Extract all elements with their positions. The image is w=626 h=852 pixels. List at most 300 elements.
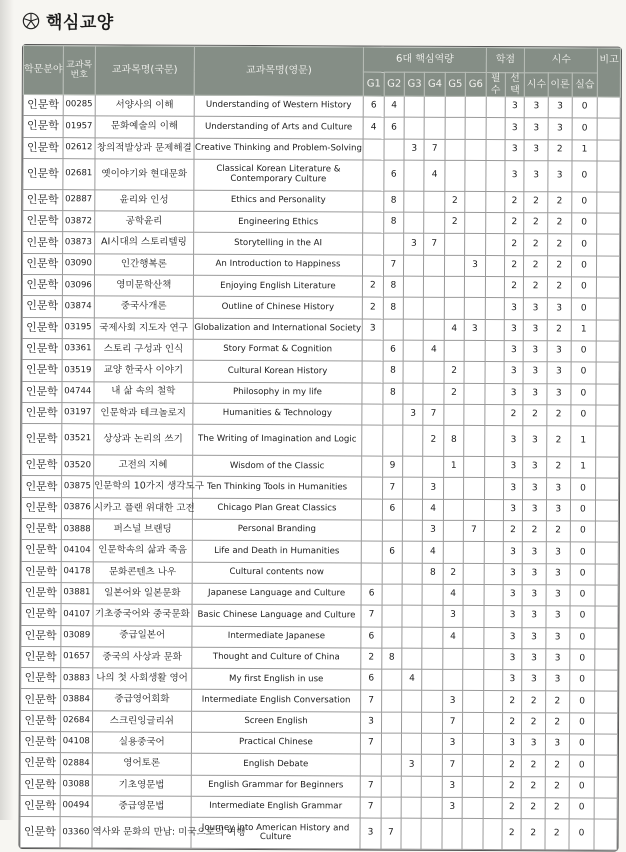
g5-cell bbox=[443, 478, 463, 499]
table-row bbox=[21, 625, 618, 649]
g5-cell: 3 bbox=[442, 691, 462, 712]
g4-cell bbox=[425, 118, 445, 139]
g2-cell: 6 bbox=[382, 499, 402, 520]
field-cell: 인문학 bbox=[21, 604, 61, 625]
g6-cell bbox=[464, 383, 485, 404]
g1-cell bbox=[363, 139, 383, 160]
hours-cell: 2 bbox=[524, 277, 548, 298]
elective-credit-cell: 3 bbox=[505, 139, 524, 160]
g3-cell: 4 bbox=[402, 669, 422, 690]
field-cell: 인문학 bbox=[22, 455, 62, 476]
theory-cell: 2 bbox=[547, 405, 571, 426]
course-name-en-cell: Practical Chinese bbox=[191, 732, 361, 754]
hours-cell: 2 bbox=[524, 192, 548, 213]
g6-cell bbox=[462, 819, 483, 850]
elective-credit-cell: 3 bbox=[503, 563, 522, 584]
course-name-en-cell: Engineering Ethics bbox=[193, 211, 363, 233]
table-header-row bbox=[23, 46, 620, 74]
g3-cell bbox=[403, 361, 423, 382]
table-row bbox=[23, 189, 620, 213]
elective-credit-cell: 2 bbox=[505, 234, 524, 255]
g4-cell: 7 bbox=[424, 234, 444, 255]
table-row bbox=[22, 296, 619, 320]
theory-cell: 3 bbox=[547, 298, 571, 319]
field-cell: 인문학 bbox=[23, 137, 63, 158]
g5-cell bbox=[443, 669, 463, 690]
table-row bbox=[23, 211, 620, 235]
g2-cell bbox=[383, 319, 403, 340]
g6-cell bbox=[465, 277, 486, 298]
elective-credit-cell: 2 bbox=[505, 213, 524, 234]
g3-cell bbox=[404, 117, 424, 138]
practice-cell: 0 bbox=[570, 542, 596, 563]
hours-cell: 3 bbox=[524, 139, 548, 160]
required-credit-cell bbox=[484, 457, 503, 478]
g4-cell bbox=[425, 96, 445, 117]
table-row bbox=[21, 689, 618, 713]
g1-cell: 7 bbox=[360, 776, 380, 797]
course-name-en-cell: Journey into American History and Culture bbox=[191, 817, 361, 849]
g4-cell bbox=[422, 605, 442, 626]
remarks-cell bbox=[596, 500, 619, 521]
practice-cell: 0 bbox=[570, 500, 596, 521]
remarks-cell bbox=[597, 277, 620, 298]
col-g6: G6 bbox=[466, 72, 487, 96]
practice-cell: 0 bbox=[569, 713, 595, 734]
course-name-ko-cell: 일본어와 일본문화 bbox=[93, 583, 192, 605]
code-cell: 03088 bbox=[60, 774, 92, 795]
remarks-cell bbox=[596, 478, 619, 499]
hours-cell: 2 bbox=[523, 521, 547, 542]
remarks-cell bbox=[594, 798, 617, 819]
g5-cell: 4 bbox=[443, 584, 463, 605]
theory-cell: 2 bbox=[545, 819, 569, 850]
remarks-cell bbox=[597, 298, 620, 319]
required-credit-cell bbox=[483, 734, 502, 755]
col-competency-group: 6대 핵심역량 bbox=[364, 47, 487, 73]
remarks-cell bbox=[596, 362, 619, 383]
g1-cell: 6 bbox=[361, 669, 381, 690]
g6-cell: 3 bbox=[464, 319, 485, 340]
g2-cell bbox=[381, 733, 401, 754]
g1-cell: 7 bbox=[361, 605, 381, 626]
code-cell: 04744 bbox=[62, 381, 94, 402]
g6-cell bbox=[465, 96, 486, 117]
table-row bbox=[21, 561, 618, 585]
hours-cell: 2 bbox=[524, 255, 548, 276]
g3-cell bbox=[402, 648, 422, 669]
course-name-ko-cell: 공학윤리 bbox=[95, 211, 194, 233]
remarks-cell bbox=[594, 819, 617, 850]
hours-cell: 2 bbox=[522, 691, 546, 712]
practice-cell: 0 bbox=[569, 649, 595, 670]
g3-cell: 3 bbox=[404, 234, 424, 255]
elective-credit-cell: 3 bbox=[504, 383, 523, 404]
g5-cell bbox=[443, 648, 463, 669]
theory-cell: 3 bbox=[547, 362, 571, 383]
course-name-en-cell: Intermediate Japanese bbox=[192, 626, 362, 648]
g6-cell bbox=[463, 584, 484, 605]
course-name-ko-cell: 기초중국어와 중국문화 bbox=[93, 604, 192, 626]
elective-credit-cell: 3 bbox=[505, 97, 524, 118]
g4-cell bbox=[422, 669, 442, 690]
elective-credit-cell: 3 bbox=[504, 478, 523, 499]
table-row bbox=[22, 317, 619, 341]
col-g4: G4 bbox=[425, 72, 445, 96]
g3-cell bbox=[403, 425, 424, 456]
g1-cell: 6 bbox=[361, 584, 381, 605]
g1-cell bbox=[362, 383, 382, 404]
table-row bbox=[21, 668, 618, 692]
elective-credit-cell: 2 bbox=[503, 691, 522, 712]
theory-cell: 2 bbox=[548, 192, 572, 213]
page-binding-shadow bbox=[0, 0, 14, 820]
g4-cell bbox=[423, 362, 443, 383]
remarks-cell bbox=[595, 628, 618, 649]
g4-cell: 4 bbox=[423, 542, 443, 563]
practice-cell: 1 bbox=[570, 426, 596, 457]
hours-cell: 3 bbox=[522, 563, 546, 584]
code-cell: 03096 bbox=[62, 275, 94, 296]
theory-cell: 3 bbox=[546, 649, 570, 670]
g3-cell bbox=[401, 733, 421, 754]
section-title bbox=[22, 8, 114, 33]
remarks-cell bbox=[597, 118, 620, 139]
field-cell: 인문학 bbox=[22, 476, 62, 497]
g2-cell bbox=[383, 404, 403, 425]
code-cell: 03888 bbox=[61, 519, 93, 540]
required-credit-cell bbox=[486, 139, 505, 160]
required-credit-cell bbox=[483, 797, 502, 818]
code-cell: 04104 bbox=[61, 540, 93, 561]
g3-cell bbox=[403, 298, 423, 319]
theory-cell: 2 bbox=[546, 521, 570, 542]
hours-cell: 3 bbox=[523, 341, 547, 362]
required-credit-cell bbox=[486, 160, 505, 191]
g4-cell bbox=[424, 212, 444, 233]
g4-cell: 2 bbox=[423, 425, 444, 456]
required-credit-cell bbox=[485, 383, 504, 404]
code-cell: 03884 bbox=[60, 689, 92, 710]
course-name-en-cell: English Debate bbox=[191, 754, 361, 776]
required-credit-cell bbox=[483, 670, 502, 691]
g5-cell: 7 bbox=[442, 712, 462, 733]
field-cell: 인문학 bbox=[21, 582, 61, 603]
course-name-ko-cell: 역사와 문화의 만남: 미국으로의 여행 bbox=[92, 817, 191, 848]
field-cell: 인문학 bbox=[21, 689, 61, 710]
g4-cell bbox=[424, 276, 444, 297]
g4-cell bbox=[423, 456, 443, 477]
section-title-text: 핵심교양 bbox=[46, 13, 114, 33]
required-credit-cell bbox=[483, 648, 502, 669]
remarks-cell bbox=[596, 521, 619, 542]
g3-cell bbox=[404, 212, 424, 233]
field-cell: 인문학 bbox=[21, 540, 61, 561]
g1-cell bbox=[362, 404, 382, 425]
col-credit-group: 학점 bbox=[486, 48, 525, 73]
code-cell: 02887 bbox=[62, 190, 94, 211]
g3-cell: 3 bbox=[404, 139, 424, 160]
g2-cell: 8 bbox=[381, 648, 401, 669]
g6-cell bbox=[464, 499, 485, 520]
hours-cell: 3 bbox=[523, 542, 547, 563]
remarks-cell bbox=[597, 320, 620, 341]
remarks-cell bbox=[595, 691, 618, 712]
course-name-ko-cell: 시카고 플랜 위대한 고전 bbox=[93, 498, 192, 520]
theory-cell: 2 bbox=[547, 319, 571, 340]
course-name-ko-cell: 문화콘텐츠 나우 bbox=[93, 561, 192, 583]
practice-cell: 1 bbox=[572, 139, 598, 160]
g3-cell bbox=[401, 818, 422, 849]
elective-credit-cell: 3 bbox=[504, 341, 523, 362]
course-name-en-cell: The Writing of Imagination and Logic bbox=[192, 424, 362, 456]
field-cell: 인문학 bbox=[22, 253, 62, 274]
course-name-ko-cell: 영미문학산책 bbox=[94, 275, 193, 297]
elective-credit-cell: 2 bbox=[505, 191, 524, 212]
g4-cell: 4 bbox=[424, 160, 445, 191]
col-elective: 선택 bbox=[505, 73, 524, 97]
g5-cell bbox=[442, 819, 463, 850]
required-credit-cell bbox=[484, 542, 503, 563]
table-row bbox=[22, 253, 619, 277]
code-cell: 04107 bbox=[61, 604, 93, 625]
practice-cell: 0 bbox=[569, 670, 595, 691]
required-credit-cell bbox=[484, 627, 503, 648]
theory-cell: 2 bbox=[545, 713, 569, 734]
g4-cell bbox=[422, 627, 442, 648]
required-credit-cell bbox=[485, 277, 504, 298]
theory-cell: 3 bbox=[545, 734, 569, 755]
theory-cell: 3 bbox=[546, 563, 570, 584]
g6-cell bbox=[463, 563, 484, 584]
g6-cell bbox=[465, 160, 486, 191]
practice-cell: 0 bbox=[571, 362, 597, 383]
remarks-cell bbox=[596, 405, 619, 426]
pentagon-star-icon bbox=[22, 12, 40, 30]
remarks-cell bbox=[597, 234, 620, 255]
required-credit-cell bbox=[484, 606, 503, 627]
elective-credit-cell: 3 bbox=[504, 426, 523, 457]
course-name-ko-cell: AI시대의 스토리텔링 bbox=[95, 232, 194, 254]
g2-cell: 4 bbox=[384, 96, 404, 117]
col-remarks: 비고 bbox=[598, 48, 621, 97]
remarks-cell bbox=[595, 777, 618, 798]
g4-cell: 3 bbox=[423, 520, 443, 541]
field-cell: 인문학 bbox=[20, 774, 60, 795]
g2-cell: 8 bbox=[383, 297, 403, 318]
code-cell: 02681 bbox=[63, 159, 95, 190]
g3-cell bbox=[401, 797, 421, 818]
g3-cell: 3 bbox=[401, 754, 421, 775]
elective-credit-cell: 2 bbox=[504, 255, 523, 276]
field-cell: 인문학 bbox=[22, 402, 62, 423]
course-name-ko-cell: 퍼스널 브랜딩 bbox=[93, 519, 192, 541]
g4-cell bbox=[424, 191, 444, 212]
hours-cell: 3 bbox=[522, 627, 546, 648]
theory-cell: 2 bbox=[547, 256, 571, 277]
course-name-en-cell: My first English in use bbox=[191, 668, 361, 690]
g2-cell bbox=[381, 754, 401, 775]
remarks-cell bbox=[595, 649, 618, 670]
course-name-ko-cell: 윤리와 인성 bbox=[95, 190, 194, 212]
g6-cell bbox=[464, 404, 485, 425]
hours-cell: 3 bbox=[524, 118, 548, 139]
required-credit-cell bbox=[485, 319, 504, 340]
code-cell: 01657 bbox=[60, 647, 92, 668]
g5-cell bbox=[443, 520, 463, 541]
practice-cell: 0 bbox=[569, 734, 595, 755]
g1-cell bbox=[362, 456, 382, 477]
table-row bbox=[22, 402, 619, 426]
g1-cell: 6 bbox=[363, 96, 383, 117]
code-cell: 03089 bbox=[61, 625, 93, 646]
table-row bbox=[22, 360, 619, 384]
g4-cell: 4 bbox=[423, 499, 443, 520]
required-credit-cell bbox=[483, 712, 502, 733]
g5-cell: 2 bbox=[443, 563, 463, 584]
g4-cell bbox=[424, 298, 444, 319]
theory-cell: 2 bbox=[546, 691, 570, 712]
g6-cell bbox=[462, 776, 483, 797]
remarks-cell bbox=[597, 161, 620, 192]
remarks-cell bbox=[595, 670, 618, 691]
course-name-ko-cell: 인문학속의 삶과 죽음 bbox=[93, 540, 192, 562]
theory-cell: 3 bbox=[546, 606, 570, 627]
practice-cell: 0 bbox=[569, 819, 595, 850]
g2-cell: 8 bbox=[383, 276, 403, 297]
theory-cell: 3 bbox=[547, 341, 571, 362]
course-name-ko-cell: 서양사의 이해 bbox=[95, 95, 194, 117]
table-row bbox=[21, 646, 618, 670]
g5-cell bbox=[445, 96, 465, 117]
practice-cell: 0 bbox=[570, 478, 596, 499]
code-cell: 01957 bbox=[63, 116, 95, 137]
course-name-en-cell: Storytelling in the AI bbox=[193, 233, 363, 255]
g1-cell bbox=[362, 425, 383, 456]
g2-cell: 6 bbox=[383, 340, 403, 361]
curriculum-table bbox=[19, 45, 620, 851]
code-cell: 03876 bbox=[61, 497, 93, 518]
hours-cell: 3 bbox=[523, 457, 547, 478]
g2-cell bbox=[382, 584, 402, 605]
required-credit-cell bbox=[484, 426, 503, 457]
practice-cell: 0 bbox=[570, 585, 596, 606]
g6-cell bbox=[464, 340, 485, 361]
g4-cell bbox=[422, 712, 442, 733]
remarks-cell bbox=[597, 256, 620, 277]
elective-credit-cell: 2 bbox=[504, 277, 523, 298]
elective-credit-cell: 3 bbox=[503, 542, 522, 563]
hours-cell: 2 bbox=[522, 776, 546, 797]
col-hours-group: 시수 bbox=[525, 48, 598, 73]
elective-credit-cell: 2 bbox=[502, 755, 521, 776]
required-credit-cell bbox=[483, 691, 502, 712]
g4-cell: 7 bbox=[424, 139, 444, 160]
g3-cell bbox=[402, 691, 422, 712]
g5-cell: 3 bbox=[442, 733, 462, 754]
hours-cell: 3 bbox=[523, 383, 547, 404]
practice-cell: 1 bbox=[570, 457, 596, 478]
g4-cell bbox=[422, 648, 442, 669]
required-credit-cell bbox=[485, 362, 504, 383]
g1-cell bbox=[362, 499, 382, 520]
table-row bbox=[21, 604, 618, 628]
required-credit-cell bbox=[483, 819, 502, 850]
theory-cell: 3 bbox=[546, 585, 570, 606]
theory-cell: 2 bbox=[548, 213, 572, 234]
field-cell: 인문학 bbox=[21, 625, 61, 646]
course-name-ko-cell: 고전의 지혜 bbox=[94, 455, 193, 477]
elective-credit-cell: 3 bbox=[503, 499, 522, 520]
g4-cell: 7 bbox=[423, 404, 443, 425]
g6-cell bbox=[464, 426, 485, 457]
course-name-ko-cell: 나의 첫 사회생활 영어 bbox=[93, 668, 192, 690]
theory-cell: 3 bbox=[548, 161, 572, 192]
col-field: 학문분야 bbox=[23, 46, 63, 95]
g3-cell bbox=[402, 712, 422, 733]
hours-cell: 2 bbox=[524, 234, 548, 255]
hours-cell: 3 bbox=[523, 499, 547, 520]
elective-credit-cell: 3 bbox=[503, 606, 522, 627]
course-name-ko-cell: 중국사개론 bbox=[94, 296, 193, 318]
elective-credit-cell: 2 bbox=[504, 404, 523, 425]
g2-cell bbox=[382, 563, 402, 584]
g1-cell: 2 bbox=[363, 297, 383, 318]
g2-cell bbox=[381, 797, 401, 818]
required-credit-cell bbox=[485, 298, 504, 319]
course-name-en-cell: Japanese Language and Culture bbox=[192, 583, 362, 605]
practice-cell: 0 bbox=[571, 192, 597, 213]
g4-cell bbox=[422, 755, 442, 776]
course-name-ko-cell: 영어토론 bbox=[92, 753, 191, 775]
course-name-en-cell: Understanding of Western History bbox=[194, 95, 364, 117]
theory-cell: 3 bbox=[546, 542, 570, 563]
course-name-en-cell: Cultural contents now bbox=[192, 562, 362, 584]
g1-cell bbox=[363, 233, 383, 254]
g2-cell bbox=[381, 776, 401, 797]
code-cell: 00285 bbox=[63, 95, 95, 116]
g1-cell: 2 bbox=[363, 276, 383, 297]
required-credit-cell bbox=[485, 191, 504, 212]
field-cell: 인문학 bbox=[21, 668, 61, 689]
theory-cell: 3 bbox=[547, 383, 571, 404]
g5-cell bbox=[444, 340, 464, 361]
practice-cell: 0 bbox=[570, 383, 596, 404]
remarks-cell bbox=[596, 341, 619, 362]
table-row bbox=[21, 519, 618, 543]
g2-cell: 6 bbox=[384, 117, 404, 138]
hours-cell: 3 bbox=[522, 606, 546, 627]
g1-cell bbox=[361, 754, 381, 775]
table-row bbox=[23, 116, 620, 140]
course-name-ko-cell: 문화예술의 이해 bbox=[95, 116, 194, 138]
col-g5: G5 bbox=[445, 72, 465, 96]
g5-cell bbox=[445, 160, 466, 191]
g2-cell: 8 bbox=[383, 191, 403, 212]
hours-cell: 2 bbox=[524, 213, 548, 234]
course-name-ko-cell: 국제사회 지도자 연구 bbox=[94, 317, 193, 339]
remarks-cell bbox=[595, 564, 618, 585]
code-cell: 03875 bbox=[61, 476, 93, 497]
course-name-en-cell: Outline of Chinese History bbox=[193, 297, 363, 319]
practice-cell: 0 bbox=[571, 256, 597, 277]
hours-cell: 3 bbox=[524, 319, 548, 340]
course-name-ko-cell: 내 삶 속의 철학 bbox=[94, 381, 193, 403]
theory-cell: 3 bbox=[546, 627, 570, 648]
required-credit-cell bbox=[484, 478, 503, 499]
course-name-ko-cell: 인간행복론 bbox=[94, 254, 193, 276]
hours-cell: 3 bbox=[522, 585, 546, 606]
